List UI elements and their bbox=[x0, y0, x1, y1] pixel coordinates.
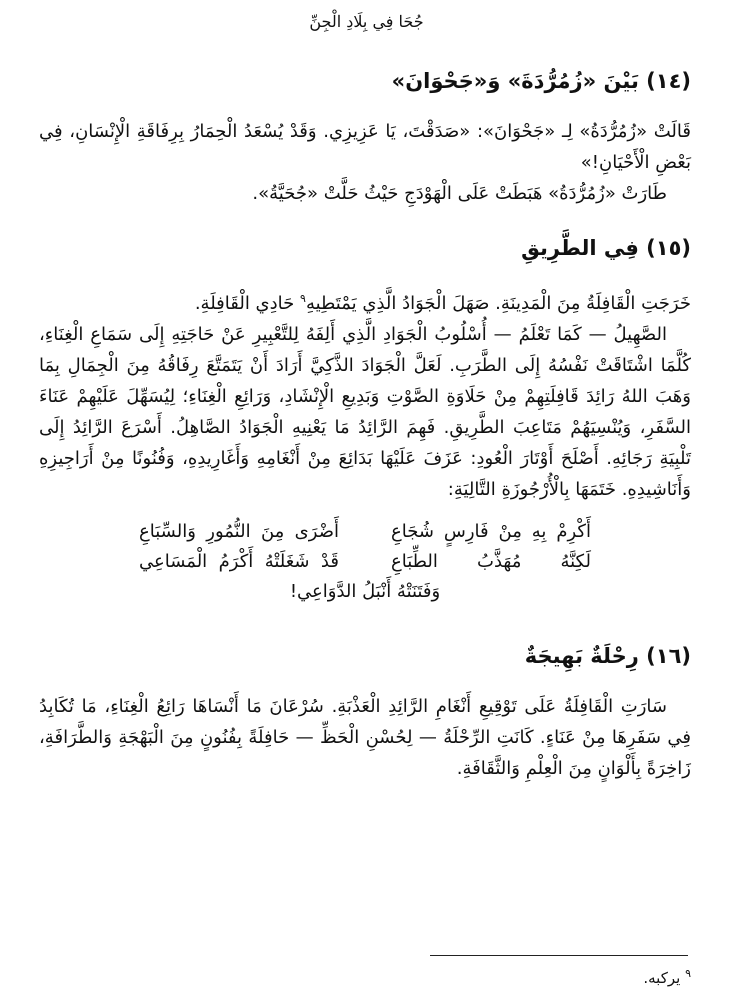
footnote bbox=[643, 964, 691, 988]
poem-verse bbox=[39, 547, 691, 577]
footnote-text: يركبه. bbox=[643, 969, 681, 987]
poem-hemistich: أَضْرَى مِنَ النُّمُورِ وَالسِّبَاعِ bbox=[139, 521, 339, 542]
poem-last-line: وَفَتَنَتْهُ أَنْبَلُ الدَّوَاعِي! bbox=[289, 581, 441, 602]
paragraph: سَارَتِ الْقَافِلَةُ عَلَى تَوْقِيعِ أَنْغَامِ الرَّائِدِ الْعَذْبَةِ. سُرْعَانَ مَا أَنْسَاهَا رَائِعُ الْغِنَاءِ، مَا تُكَابِدُ فِي سَفَرِهَا مِنْ عَنَاءٍ. كَانَتِ الرِّحْلَةُ — لِحُسْنِ الْحَظِّ — حَافِلَةً بِفُنُونٍ مِنَ الْبَهْجَةِ وَالطَّرَافَةِ، زَاخِرَةً بِأَلْوَانٍ مِنَ الْعِلْمِ وَالثَّقَافَةِ. bbox=[39, 696, 691, 779]
paragraph bbox=[39, 283, 691, 319]
footnote-number: ٩ bbox=[685, 967, 691, 980]
paragraph: قَالَتْ «زُمُرُّدَةُ» لِـ «جَحْوَانَ»: «صَدَقْتَ، يَا عَزِيزِي. وَقَدْ يُسْعَدُ الْحِمَارُ بِرِفَاقَةِ الْإِنْسَانِ، فِي بَعْضِ الْأَحْيَانِ!» bbox=[39, 121, 691, 173]
paragraph-text: حَادِي الْقَافِلَةِ. bbox=[194, 293, 295, 314]
running-head: جُحَا فِي بِلَادِ الْجِنِّ bbox=[309, 12, 424, 31]
poem-verse bbox=[39, 517, 691, 547]
section-title-14: (١٤) بَيْنَ «زُمُرُّدَةَ» وَ«جَحْوَانَ» bbox=[391, 69, 691, 93]
section-title-15: (١٥) فِي الطَّرِيقِ bbox=[521, 236, 691, 260]
poem-hemistich: لَكِنَّهُ مُهَذَّبُ الطِّبَاعِ bbox=[391, 551, 591, 572]
section-title-16: (١٦) رِحْلَةٌ بَهِيجَةٌ bbox=[524, 644, 691, 668]
paragraph: طَارَتْ «زُمُرُّدَةُ» هَبَطَتْ عَلَى الْهَوْدَجِ حَيْثُ حَلَّتْ «جُحَيَّةُ». bbox=[252, 183, 667, 204]
poem-hemistich: قَدْ شَغَلَتْهُ أَكْرَمُ الْمَسَاعِي bbox=[139, 551, 339, 572]
footnote-divider bbox=[430, 955, 688, 956]
poem bbox=[39, 517, 691, 607]
poem-hemistich: أَكْرِمْ بِهِ مِنْ فَارِسٍ شُجَاعِ bbox=[391, 521, 591, 542]
paragraph: الصَّهِيلُ — كَمَا تَعْلَمُ — أُسْلُوبُ الْجَوَادِ الَّذِي أَلِفَهُ لِلتَّعْبِيرِ عَنْ حَاجَتِهِ إِلَى سَمَاعِ الْغِنَاءِ، كُلَّمَا اشْتَاقَتْ نَفْسُهُ إِلَى الطَّرَبِ. لَعَلَّ الْجَوَادَ الذَّكِيَّ أَرَادَ أَنْ يَتَمَتَّعَ رِفَاقُهُ مِنَ الْجِمَالِ بِمَا وَهَبَ اللهُ رَائِدَ قَافِلَتِهِمْ مِنْ حَلَاوَةِ الصَّوْتِ وَبَدِيعِ الْإِنْشَادِ، وَرَائِعِ الْغِنَاءِ؛ لِيُسَهِّلَ عَلَيْهِمْ عَنَاءَ السَّفَرِ، وَيُنْسِيَهُمْ مَتَاعِبَ الطَّرِيقِ. فَهِمَ الرَّائِدُ مَا يَعْنِيهِ الْجَوَادُ الصَّاهِلُ. أَسْرَعَ الرَّائِدُ إِلَى تَلْبِيَةِ رَجَائِهِ. أَصْلَحَ أَوْتَارَ الْعُودِ: عَزَفَ عَلَيْهَا بَدَائِعَ مِنْ أَنْغَامِهِ وَأَغَارِيدِهِ، وَفُنُونًا مِنْ أَرَاجِيزِهِ وَأَنَاشِيدِهِ. خَتَمَهَا بِالْأُرْجُوزَةِ التَّالِيَةِ: bbox=[39, 324, 691, 500]
footnote-marker: ٩ bbox=[300, 292, 306, 305]
paragraph-text: خَرَجَتِ الْقَافِلَةُ مِنَ الْمَدِينَةِ. صَهَلَ الْجَوَادُ الَّذِي يَمْتَطِيهِ bbox=[305, 293, 691, 314]
page-content bbox=[39, 64, 691, 784]
